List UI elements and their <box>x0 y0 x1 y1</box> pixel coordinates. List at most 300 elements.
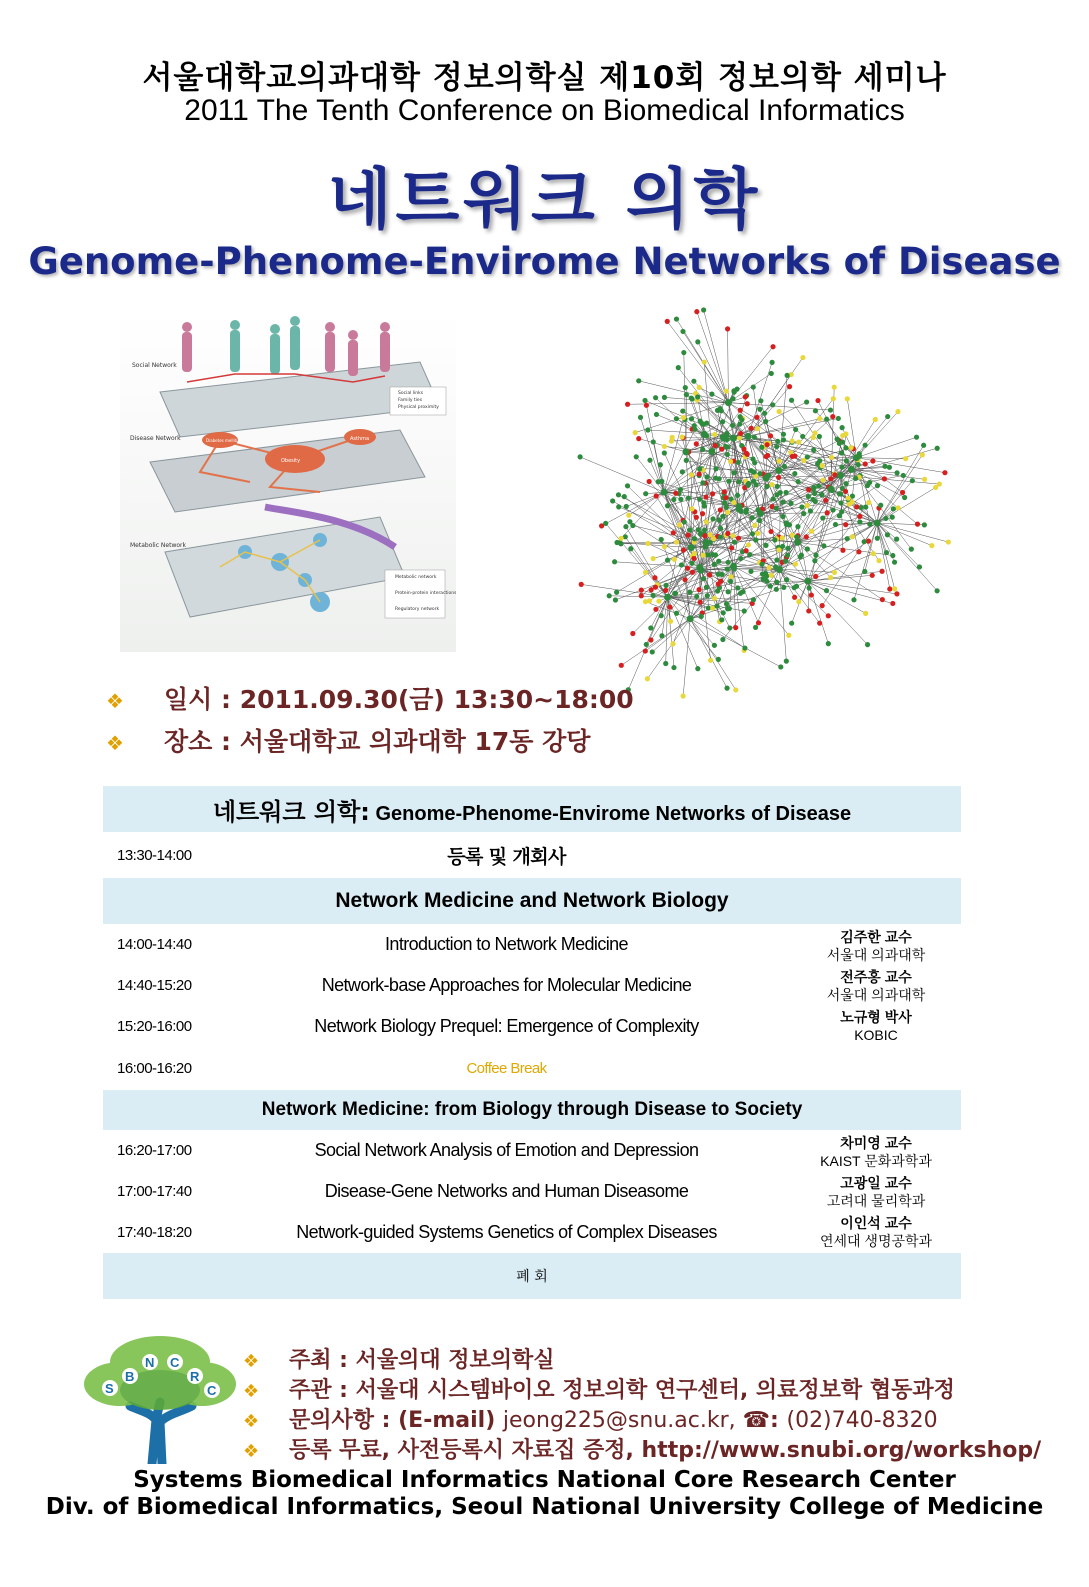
network-hub <box>661 489 668 496</box>
network-node <box>704 421 709 426</box>
network-node <box>714 604 719 609</box>
network-node <box>843 431 848 436</box>
program-header-en: Genome-Phenome-Envirome Networks of Disease <box>369 802 852 825</box>
network-node <box>725 567 730 572</box>
network-node <box>610 498 615 503</box>
network-node <box>763 543 768 548</box>
network-node <box>665 319 670 324</box>
network-node <box>749 426 754 431</box>
network-node <box>776 475 781 480</box>
network-node <box>647 458 652 463</box>
network-hub <box>664 594 671 601</box>
footer-center-name: Systems Biomedical Informatics National Core Research Center <box>133 1467 956 1493</box>
network-node <box>789 621 794 626</box>
network-node <box>683 385 688 390</box>
network-node <box>768 433 773 438</box>
network-node <box>658 462 663 467</box>
network-node <box>810 497 815 502</box>
network-node <box>892 586 897 591</box>
network-node <box>634 454 639 459</box>
network-node <box>942 470 947 475</box>
network-node <box>794 534 799 539</box>
network-node <box>742 645 747 650</box>
network-node <box>659 613 664 618</box>
network-node <box>805 546 810 551</box>
network-node <box>778 664 783 669</box>
network-node <box>817 458 822 463</box>
event-place: 장소 : 서울대학교 의과대학 17동 강당 <box>164 727 591 756</box>
network-node <box>800 434 805 439</box>
network-node <box>726 479 731 484</box>
network-node <box>626 513 631 518</box>
network-node <box>678 487 683 492</box>
network-node <box>691 379 696 384</box>
network-node <box>796 599 801 604</box>
network-node <box>801 511 806 516</box>
snbrc-tree-logo <box>80 1332 240 1464</box>
network-node <box>644 403 649 408</box>
network-node <box>712 562 717 567</box>
legend-ppi: Protein-protein interactions <box>395 591 456 596</box>
network-node <box>813 553 818 558</box>
network-node <box>830 414 835 419</box>
header-korean-title: 서울대학교의과대학 정보의학실 제10회 정보의학 세미나 <box>142 60 947 96</box>
network-node <box>671 497 676 502</box>
network-node <box>820 463 825 468</box>
network-node <box>793 562 798 567</box>
tree-leaves-icon <box>84 1336 236 1410</box>
network-hub <box>763 475 770 482</box>
bullet-diamond-icon: ❖ <box>243 1441 260 1462</box>
network-node <box>784 577 789 582</box>
session-title: Network Biology Prequel: Emergence of Complexity <box>314 1016 699 1036</box>
network-node <box>772 537 777 542</box>
tree-trunk-icon <box>130 1402 192 1464</box>
network-node <box>738 556 743 561</box>
network-node <box>730 533 735 538</box>
network-node <box>840 548 845 553</box>
network-node <box>849 445 854 450</box>
network-edge <box>760 513 827 514</box>
bullet-diamond-icon: ❖ <box>243 1351 260 1372</box>
network-node <box>648 625 653 630</box>
main-title: 네트워크 의학 <box>327 161 762 238</box>
network-node <box>731 388 736 393</box>
network-node <box>894 537 899 542</box>
network-node <box>787 384 792 389</box>
network-node <box>695 666 700 671</box>
network-node <box>830 507 835 512</box>
network-node <box>663 583 668 588</box>
network-node <box>879 569 884 574</box>
legend-physical-proximity: Physical proximity <box>398 405 439 410</box>
section2-speakers <box>791 1130 961 1253</box>
network-node <box>828 476 833 481</box>
network-edge <box>734 566 789 635</box>
network-edge <box>865 523 877 571</box>
network-node <box>910 478 915 483</box>
network-node <box>758 471 763 476</box>
network-node <box>828 407 833 412</box>
network-node <box>780 514 785 519</box>
network-node <box>724 431 729 436</box>
network-node <box>724 601 729 606</box>
footer-host: ❖ 주최 : 서울의대 정보의학실 <box>243 1348 555 1373</box>
network-node <box>625 483 630 488</box>
network-node <box>705 593 710 598</box>
network-node <box>704 585 709 590</box>
network-node <box>651 556 656 561</box>
network-node <box>727 625 732 630</box>
network-node <box>712 596 717 601</box>
network-node <box>750 456 755 461</box>
network-hub <box>682 448 689 455</box>
network-node <box>636 378 641 383</box>
session-time: 17:40-18:20 <box>117 1224 192 1241</box>
network-node <box>780 535 785 540</box>
network-node <box>633 430 638 435</box>
network-edge <box>808 581 868 644</box>
network-node <box>745 401 750 406</box>
network-node <box>718 507 723 512</box>
network-node <box>644 642 649 647</box>
network-node <box>774 587 779 592</box>
network-node <box>768 529 773 534</box>
network-edge <box>649 481 706 542</box>
network-edge <box>779 570 815 577</box>
network-node <box>774 580 779 585</box>
network-node <box>656 479 661 484</box>
speaker: 고광일 교수 고려대 물리학과 <box>826 1174 926 1209</box>
network-node <box>731 470 736 475</box>
network-node <box>654 493 659 498</box>
network-node <box>680 469 685 474</box>
network-node <box>784 659 789 664</box>
network-node <box>653 585 658 590</box>
network-node <box>745 452 750 457</box>
network-edge <box>704 310 729 403</box>
network-node <box>697 466 702 471</box>
network-node <box>656 599 661 604</box>
network-node <box>837 441 842 446</box>
network-node <box>795 524 800 529</box>
logo-letter: C <box>170 1355 180 1370</box>
network-node <box>692 551 697 556</box>
network-node <box>728 579 733 584</box>
network-node <box>785 553 790 558</box>
bullet-diamond-icon: ❖ <box>106 689 124 713</box>
network-node <box>873 417 878 422</box>
network-edge <box>877 523 919 567</box>
network-node <box>811 435 816 440</box>
network-node <box>694 594 699 599</box>
network-node <box>614 590 619 595</box>
opening-title: 등록 및 개회사 <box>447 845 566 868</box>
network-hub <box>874 520 881 527</box>
network-node <box>761 576 766 581</box>
network-node <box>875 536 880 541</box>
network-node <box>730 423 735 428</box>
footer-organizer: ❖ 주관 : 서울대 시스템바이오 정보의학 연구센터, 의료정보학 협동과정 <box>243 1378 955 1403</box>
network-node <box>883 516 888 521</box>
network-node <box>717 518 722 523</box>
network-node <box>817 434 822 439</box>
network-hub <box>736 503 743 510</box>
network-node <box>650 649 655 654</box>
session-title: Disease-Gene Networks and Human Diseasome <box>324 1181 689 1201</box>
network-hub <box>776 566 783 573</box>
inquiry-email[interactable]: jeong225@snu.ac.kr, <box>502 1408 743 1433</box>
network-node <box>876 558 881 563</box>
network-node <box>771 496 776 501</box>
network-node <box>785 546 790 551</box>
network-node <box>630 523 635 528</box>
session-title: Introduction to Network Medicine <box>385 934 628 954</box>
network-node <box>720 419 725 424</box>
network-node <box>866 539 871 544</box>
network-hub <box>837 472 844 479</box>
network-node <box>909 547 914 552</box>
network-node <box>895 505 900 510</box>
network-node <box>766 565 771 570</box>
network-edge <box>656 414 704 434</box>
network-node <box>686 533 691 538</box>
network-edge <box>639 381 729 403</box>
event-date: 일시 : 2011.09.30(금) 13:30~18:00 <box>164 685 634 714</box>
network-node <box>694 515 699 520</box>
network-node <box>710 491 715 496</box>
network-node <box>697 497 702 502</box>
network-node <box>699 614 704 619</box>
network-node <box>774 492 779 497</box>
network-node <box>639 588 644 593</box>
network-node <box>719 572 724 577</box>
network-node <box>812 558 817 563</box>
section2-title: Network Medicine: from Biology through Disease to Society <box>103 1090 961 1130</box>
session-time: 15:20-16:00 <box>117 1018 192 1035</box>
network-node <box>786 633 791 638</box>
network-node <box>844 458 849 463</box>
network-node <box>764 484 769 489</box>
event-place-line <box>106 722 590 758</box>
network-node <box>623 524 628 529</box>
network-node <box>663 588 668 593</box>
network-node <box>901 473 906 478</box>
speaker: 차미영 교수 KAIST 문화과학과 <box>820 1134 932 1169</box>
network-node <box>746 542 751 547</box>
network-node <box>613 597 618 602</box>
phone-icon: ☎ <box>742 1408 771 1433</box>
network-node <box>721 610 726 615</box>
bullet-diamond-icon: ❖ <box>243 1411 260 1432</box>
coffee-break: Coffee Break <box>466 1060 547 1077</box>
network-node <box>697 471 702 476</box>
network-node <box>769 371 774 376</box>
network-node <box>890 553 895 558</box>
network-node <box>792 595 797 600</box>
network-node <box>720 637 725 642</box>
network-node <box>755 426 760 431</box>
network-node <box>870 458 875 463</box>
network-node <box>824 588 829 593</box>
network-node <box>800 355 805 360</box>
network-hub <box>697 567 704 574</box>
network-node <box>769 573 774 578</box>
network-edge <box>668 597 745 648</box>
network-node <box>679 434 684 439</box>
network-node <box>741 447 746 452</box>
network-node <box>630 631 635 636</box>
network-node <box>774 444 779 449</box>
legend-metabolic: Metabolic network <box>395 575 437 580</box>
network-node <box>776 459 781 464</box>
network-node <box>798 554 803 559</box>
network-node <box>684 458 689 463</box>
network-node <box>694 441 699 446</box>
network-node <box>740 589 745 594</box>
label-disease-network: Disease Network <box>130 435 181 442</box>
network-node <box>701 553 706 558</box>
network-node <box>738 431 743 436</box>
network-node <box>816 483 821 488</box>
program-header-ko: 네트워크 의학: <box>212 797 370 826</box>
network-node <box>654 412 659 417</box>
network-node <box>780 544 785 549</box>
network-node <box>681 350 686 355</box>
network-node <box>783 490 788 495</box>
network-node <box>736 536 741 541</box>
network-node <box>763 419 768 424</box>
network-node <box>805 454 810 459</box>
network-node <box>790 454 795 459</box>
network-edge <box>667 321 728 402</box>
network-node <box>718 579 723 584</box>
network-node <box>713 443 718 448</box>
network-node <box>676 365 681 370</box>
network-node <box>700 447 705 452</box>
layered-network-figure <box>120 312 456 652</box>
network-node <box>922 522 927 527</box>
network-edge <box>628 403 729 405</box>
network-node <box>752 523 757 528</box>
network-node <box>748 569 753 574</box>
network-node <box>753 625 758 630</box>
network-node <box>755 531 760 536</box>
session-time: 16:20-17:00 <box>117 1142 192 1159</box>
network-node <box>829 455 834 460</box>
network-node <box>648 637 653 642</box>
network-node <box>708 658 713 663</box>
session-time: 14:00-14:40 <box>117 936 192 953</box>
network-node <box>619 663 624 668</box>
network-node <box>697 385 702 390</box>
network-node <box>712 432 717 437</box>
network-node <box>743 394 748 399</box>
footer-division-name: Div. of Biomedical Informatics, Seoul National University College of Medicine <box>45 1494 1044 1520</box>
network-node <box>804 534 809 539</box>
network-edge <box>877 445 923 523</box>
network-node <box>704 474 709 479</box>
network-node <box>674 316 679 321</box>
program-table <box>103 786 961 1299</box>
network-node <box>751 384 756 389</box>
people-icon <box>182 316 390 376</box>
network-node <box>662 444 667 449</box>
network-node <box>689 561 694 566</box>
network-node <box>643 570 648 575</box>
network-node <box>839 464 844 469</box>
bullet-diamond-icon: ❖ <box>243 1381 260 1402</box>
network-node <box>662 450 667 455</box>
network-hub <box>703 539 710 546</box>
network-node <box>673 491 678 496</box>
network-node <box>619 536 624 541</box>
network-node <box>750 515 755 520</box>
network-node <box>812 430 817 435</box>
network-node <box>813 408 818 413</box>
network-node <box>764 442 769 447</box>
network-node <box>769 360 774 365</box>
legend-social-links: Social links <box>398 391 424 396</box>
network-node <box>917 564 922 569</box>
network-node <box>744 548 749 553</box>
network-node <box>765 453 770 458</box>
network-node <box>733 625 738 630</box>
network-node <box>652 575 657 580</box>
network-node <box>826 613 831 618</box>
network-node <box>915 522 920 527</box>
network-node <box>795 479 800 484</box>
network-node <box>667 604 672 609</box>
network-hub <box>804 578 811 585</box>
network-node <box>831 396 836 401</box>
network-node <box>788 501 793 506</box>
network-node <box>768 584 773 589</box>
network-node <box>643 648 648 653</box>
network-node <box>689 506 694 511</box>
network-node <box>669 438 674 443</box>
network-node <box>805 503 810 508</box>
network-node <box>677 523 682 528</box>
network-hub <box>688 544 695 551</box>
network-node <box>759 562 764 567</box>
network-node <box>681 693 686 698</box>
network-node <box>832 570 837 575</box>
network-node <box>946 539 951 544</box>
network-node <box>730 396 735 401</box>
label-metabolic-network: Metabolic Network <box>130 542 186 549</box>
network-node <box>808 508 813 513</box>
network-node <box>819 492 824 497</box>
network-node <box>809 592 814 597</box>
network-node <box>625 402 630 407</box>
network-edge <box>808 581 897 594</box>
network-node <box>735 585 740 590</box>
network-node <box>725 452 730 457</box>
network-node <box>731 500 736 505</box>
network-node <box>922 477 927 482</box>
network-node <box>757 407 762 412</box>
network-node <box>781 585 786 590</box>
network-node <box>725 326 730 331</box>
network-node <box>845 536 850 541</box>
network-node <box>727 606 732 611</box>
speaker: 김주한 교수 서울대 의과대학 <box>826 928 926 963</box>
network-node <box>783 520 788 525</box>
network-node <box>692 536 697 541</box>
network-node <box>776 409 781 414</box>
network-node <box>624 504 629 509</box>
